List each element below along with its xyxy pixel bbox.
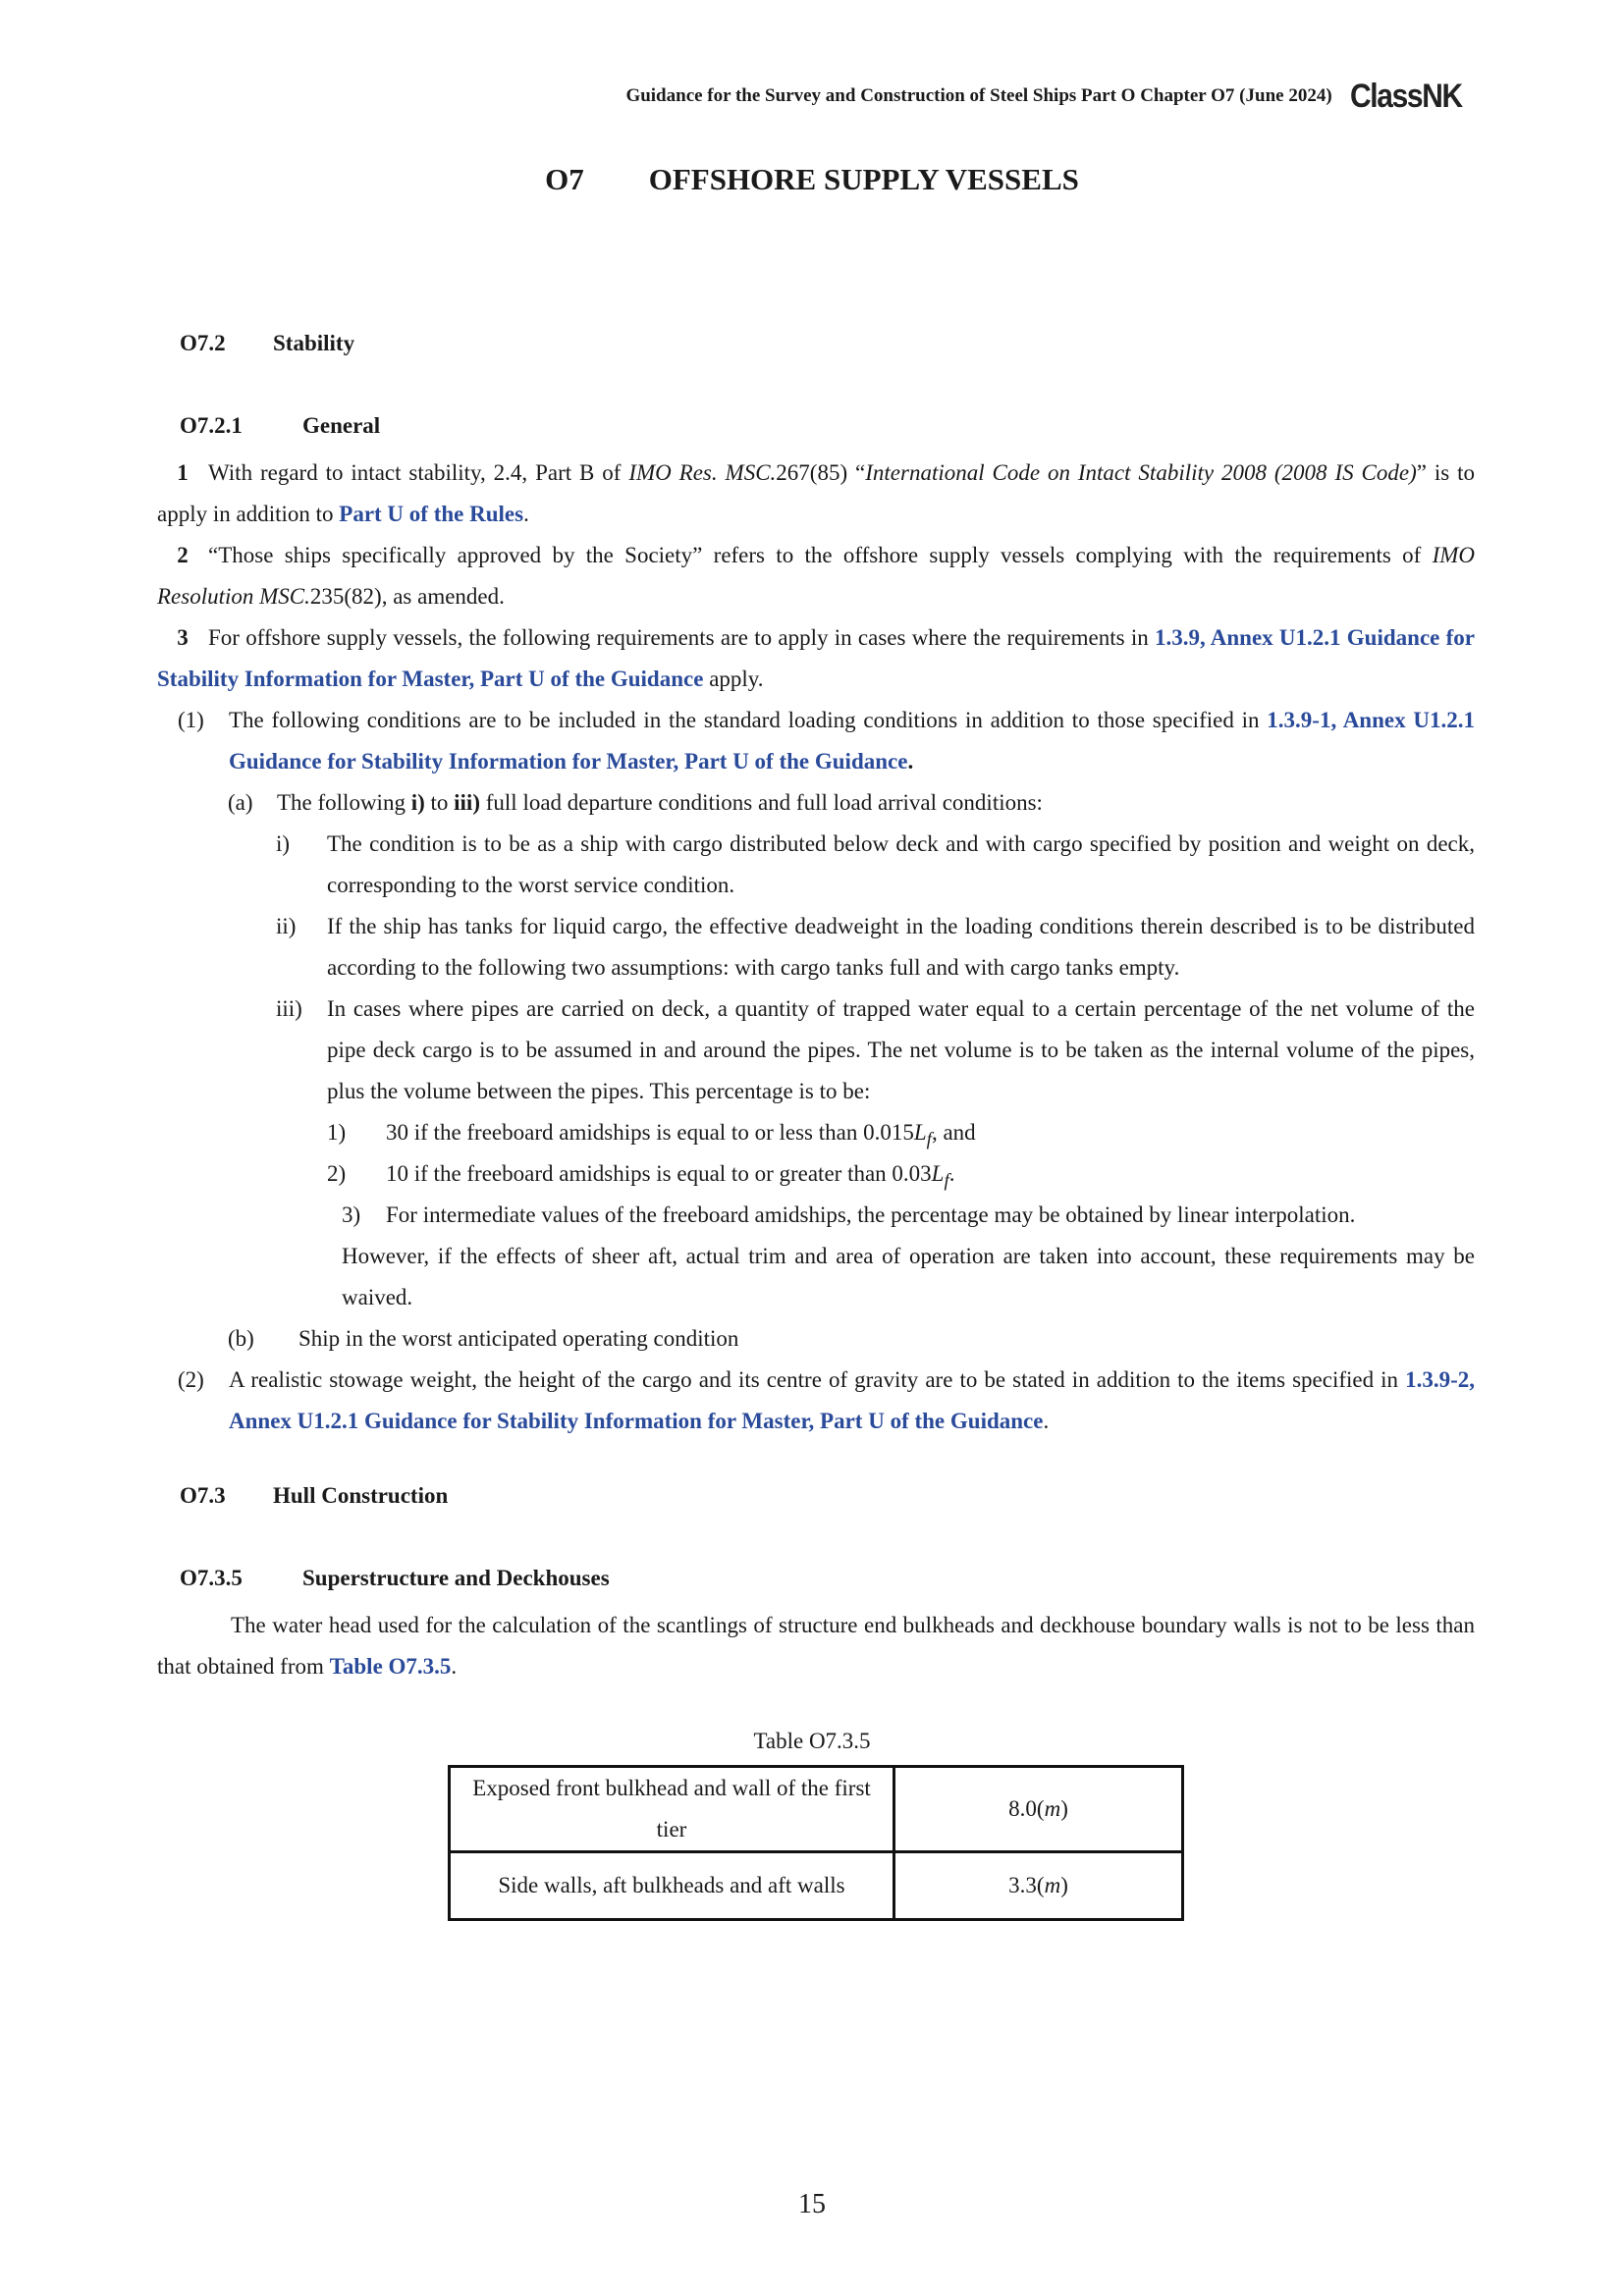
- text-run: .: [907, 749, 914, 774]
- ref-1-3-9-annex-u1-2-1[interactable]: 1.3.9, Annex U1.2.1 Guidance for Stability Information for Master, Part U of the Guidance: [157, 625, 1475, 691]
- item-label: 3): [342, 1202, 361, 1227]
- list-item-ii: [276, 906, 1475, 988]
- text-run-bold: iii): [454, 790, 480, 815]
- text-run-bold: i): [410, 790, 425, 815]
- text-run: full load departure conditions and full load arrival conditions:: [480, 790, 1043, 815]
- text-run: A realistic stowage weight, the height of the cargo and its centre of gravity are to be stated in addition to the items specified in: [229, 1367, 1406, 1392]
- table-cell-label: Exposed front bulkhead and wall of the first tier: [450, 1767, 894, 1852]
- ref-1-3-9-2-annex-u1-2-1[interactable]: 1.3.9-2, Annex U1.2.1 Guidance for Stability Information for Master, Part U of the Guidance: [229, 1367, 1475, 1433]
- table-caption: Table O7.3.5: [753, 1729, 871, 1753]
- item-label: (a): [228, 790, 253, 815]
- text-run: apply.: [703, 667, 764, 691]
- text-run: , and: [931, 1120, 976, 1145]
- section-heading-o7-3: [180, 1483, 448, 1509]
- symbol-subscript-f: f: [944, 1170, 949, 1192]
- chapter-name: OFFSHORE SUPPLY VESSELS: [648, 162, 1079, 196]
- item-label: i): [276, 831, 291, 856]
- subsection-title: Superstructure and Deckhouses: [302, 1566, 610, 1590]
- sub-item-3: [342, 1195, 1475, 1236]
- subsection-heading-o7-3-5: [180, 1566, 610, 1591]
- paragraph-2: [157, 535, 1475, 617]
- text-run: In cases where pipes are carried on deck, a quantity of trapped water equal to a certain percentage of the net volume of the pipe deck cargo is to be assumed in and around the pipes. The net volume is to be taken as the internal volume of the pipes, plus the volume between the pipes. This percentage is to be:: [327, 996, 1475, 1103]
- section-title: Hull Construction: [273, 1483, 449, 1508]
- table-cell-label: Side walls, aft bulkheads and aft walls: [450, 1852, 894, 1920]
- text-run: The following conditions are to be included in the standard loading conditions in addition to those specified in: [229, 708, 1268, 732]
- section-number: O7.3: [180, 1483, 226, 1508]
- list-item-i: [276, 824, 1475, 906]
- running-header: [625, 77, 1477, 116]
- paragraph-o7-3-5: [157, 1605, 1475, 1687]
- text-run: Ship in the worst anticipated operating condition: [298, 1326, 739, 1351]
- paragraph-1: [157, 453, 1475, 535]
- paragraph-number: 2: [177, 543, 189, 567]
- paragraph-3: [157, 617, 1475, 700]
- text-run: However, if the effects of sheer aft, actual trim and area of operation are taken into account, these requirements may be waived.: [342, 1244, 1475, 1309]
- item-label: 1): [327, 1120, 347, 1145]
- item-label: ii): [276, 914, 297, 938]
- item-label: (2): [178, 1367, 204, 1392]
- ref-1-3-9-1-annex-u1-2-1[interactable]: 1.3.9-1, Annex U1.2.1 Guidance for Stability Information for Master, Part U of the Guidance: [229, 708, 1475, 774]
- text-run: The water head used for the calculation of the scantlings of structure end bulkheads and deckhouse boundary walls is not to be less than that obtained from: [157, 1613, 1475, 1679]
- text-run: “Those ships specifically approved by the Society” refers to the offshore supply vessels complying with the requirements of: [208, 543, 1433, 567]
- item-label: 2): [327, 1161, 347, 1186]
- page-number: 15: [798, 2189, 826, 2219]
- table-cell-value: 3.3(m): [894, 1852, 1183, 1920]
- ref-part-u-rules[interactable]: Part U of the Rules: [339, 502, 524, 526]
- section-title: Stability: [273, 331, 355, 355]
- paragraph-number: 3: [177, 625, 189, 650]
- list-item-1b: [228, 1318, 1475, 1360]
- table-row: [450, 1767, 1183, 1852]
- chapter-number: O7: [545, 162, 584, 196]
- text-run: For offshore supply vessels, the following requirements are to apply in cases where the requirements in: [208, 625, 1155, 650]
- sub-item-3-continuation: [342, 1236, 1475, 1318]
- chapter-title: [0, 162, 1624, 197]
- ref-table-o7-3-5[interactable]: Table O7.3.5: [329, 1654, 452, 1679]
- text-run: .: [1043, 1409, 1050, 1433]
- text-run: The following: [277, 790, 411, 815]
- text-run: 10 if the freeboard amidships is equal to or greater than 0.03: [386, 1161, 932, 1186]
- water-head-table: [448, 1765, 1184, 1921]
- subsection-heading-o7-2-1: [180, 413, 380, 439]
- running-title: Guidance for the Survey and Construction of Steel Ships Part O Chapter O7 (June 2024): [625, 85, 1332, 106]
- table-cell-value: 8.0(m): [894, 1767, 1183, 1852]
- item-label: (b): [228, 1326, 254, 1351]
- symbol-subscript-f: f: [926, 1129, 932, 1150]
- symbol-l: L: [931, 1161, 945, 1186]
- text-run-italic: IMO Res. MSC.: [628, 460, 777, 485]
- list-item-2: [178, 1360, 1475, 1442]
- value-number: 3.3: [1008, 1873, 1037, 1897]
- subsection-title: General: [302, 413, 381, 438]
- text-run-italic: International Code on Intact Stability 2008 (2008 IS Code): [865, 460, 1417, 485]
- text-run: ” is to apply in addition to: [157, 460, 1475, 526]
- text-run-italic: IMO Resolution MSC.: [157, 543, 1475, 609]
- text-run: 267(85) “: [776, 460, 866, 485]
- value-unit: m: [1044, 1796, 1061, 1821]
- item-label: iii): [276, 996, 302, 1021]
- classnk-logo: ClassNK: [1349, 77, 1462, 115]
- section-number: O7.2: [180, 331, 226, 355]
- text-run: For intermediate values of the freeboard amidships, the percentage may be obtained by linear interpolation.: [386, 1202, 1356, 1227]
- text-run: 30 if the freeboard amidships is equal to or less than 0.015: [386, 1120, 914, 1145]
- subsection-number: O7.2.1: [180, 413, 243, 438]
- subsection-number: O7.3.5: [180, 1566, 243, 1590]
- value-unit: m: [1044, 1873, 1061, 1897]
- text-run: If the ship has tanks for liquid cargo, the effective deadweight in the loading conditions therein described is to be distributed according to the following two assumptions: with cargo tanks full and with cargo tanks empty.: [327, 914, 1475, 980]
- text-run: to: [424, 790, 455, 815]
- list-item-1a: [228, 782, 1475, 824]
- paragraph-number: 1: [177, 460, 189, 485]
- symbol-l: L: [913, 1120, 927, 1145]
- value-number: 8.0: [1008, 1796, 1037, 1821]
- text-run: .: [948, 1161, 955, 1186]
- list-item-iii: [276, 988, 1475, 1112]
- section-heading-o7-2: [180, 331, 354, 356]
- text-run: .: [451, 1654, 458, 1679]
- text-run: With regard to intact stability, 2.4, Part B of: [208, 460, 629, 485]
- table-row: [450, 1852, 1183, 1920]
- list-item-1: [178, 700, 1475, 782]
- text-run: .: [523, 502, 529, 526]
- item-label: (1): [178, 708, 204, 732]
- text-run: 235(82), as amended.: [309, 584, 505, 609]
- text-run: The condition is to be as a ship with cargo distributed below deck and with cargo specified by position and weight on deck, corresponding to the worst service condition.: [327, 831, 1475, 897]
